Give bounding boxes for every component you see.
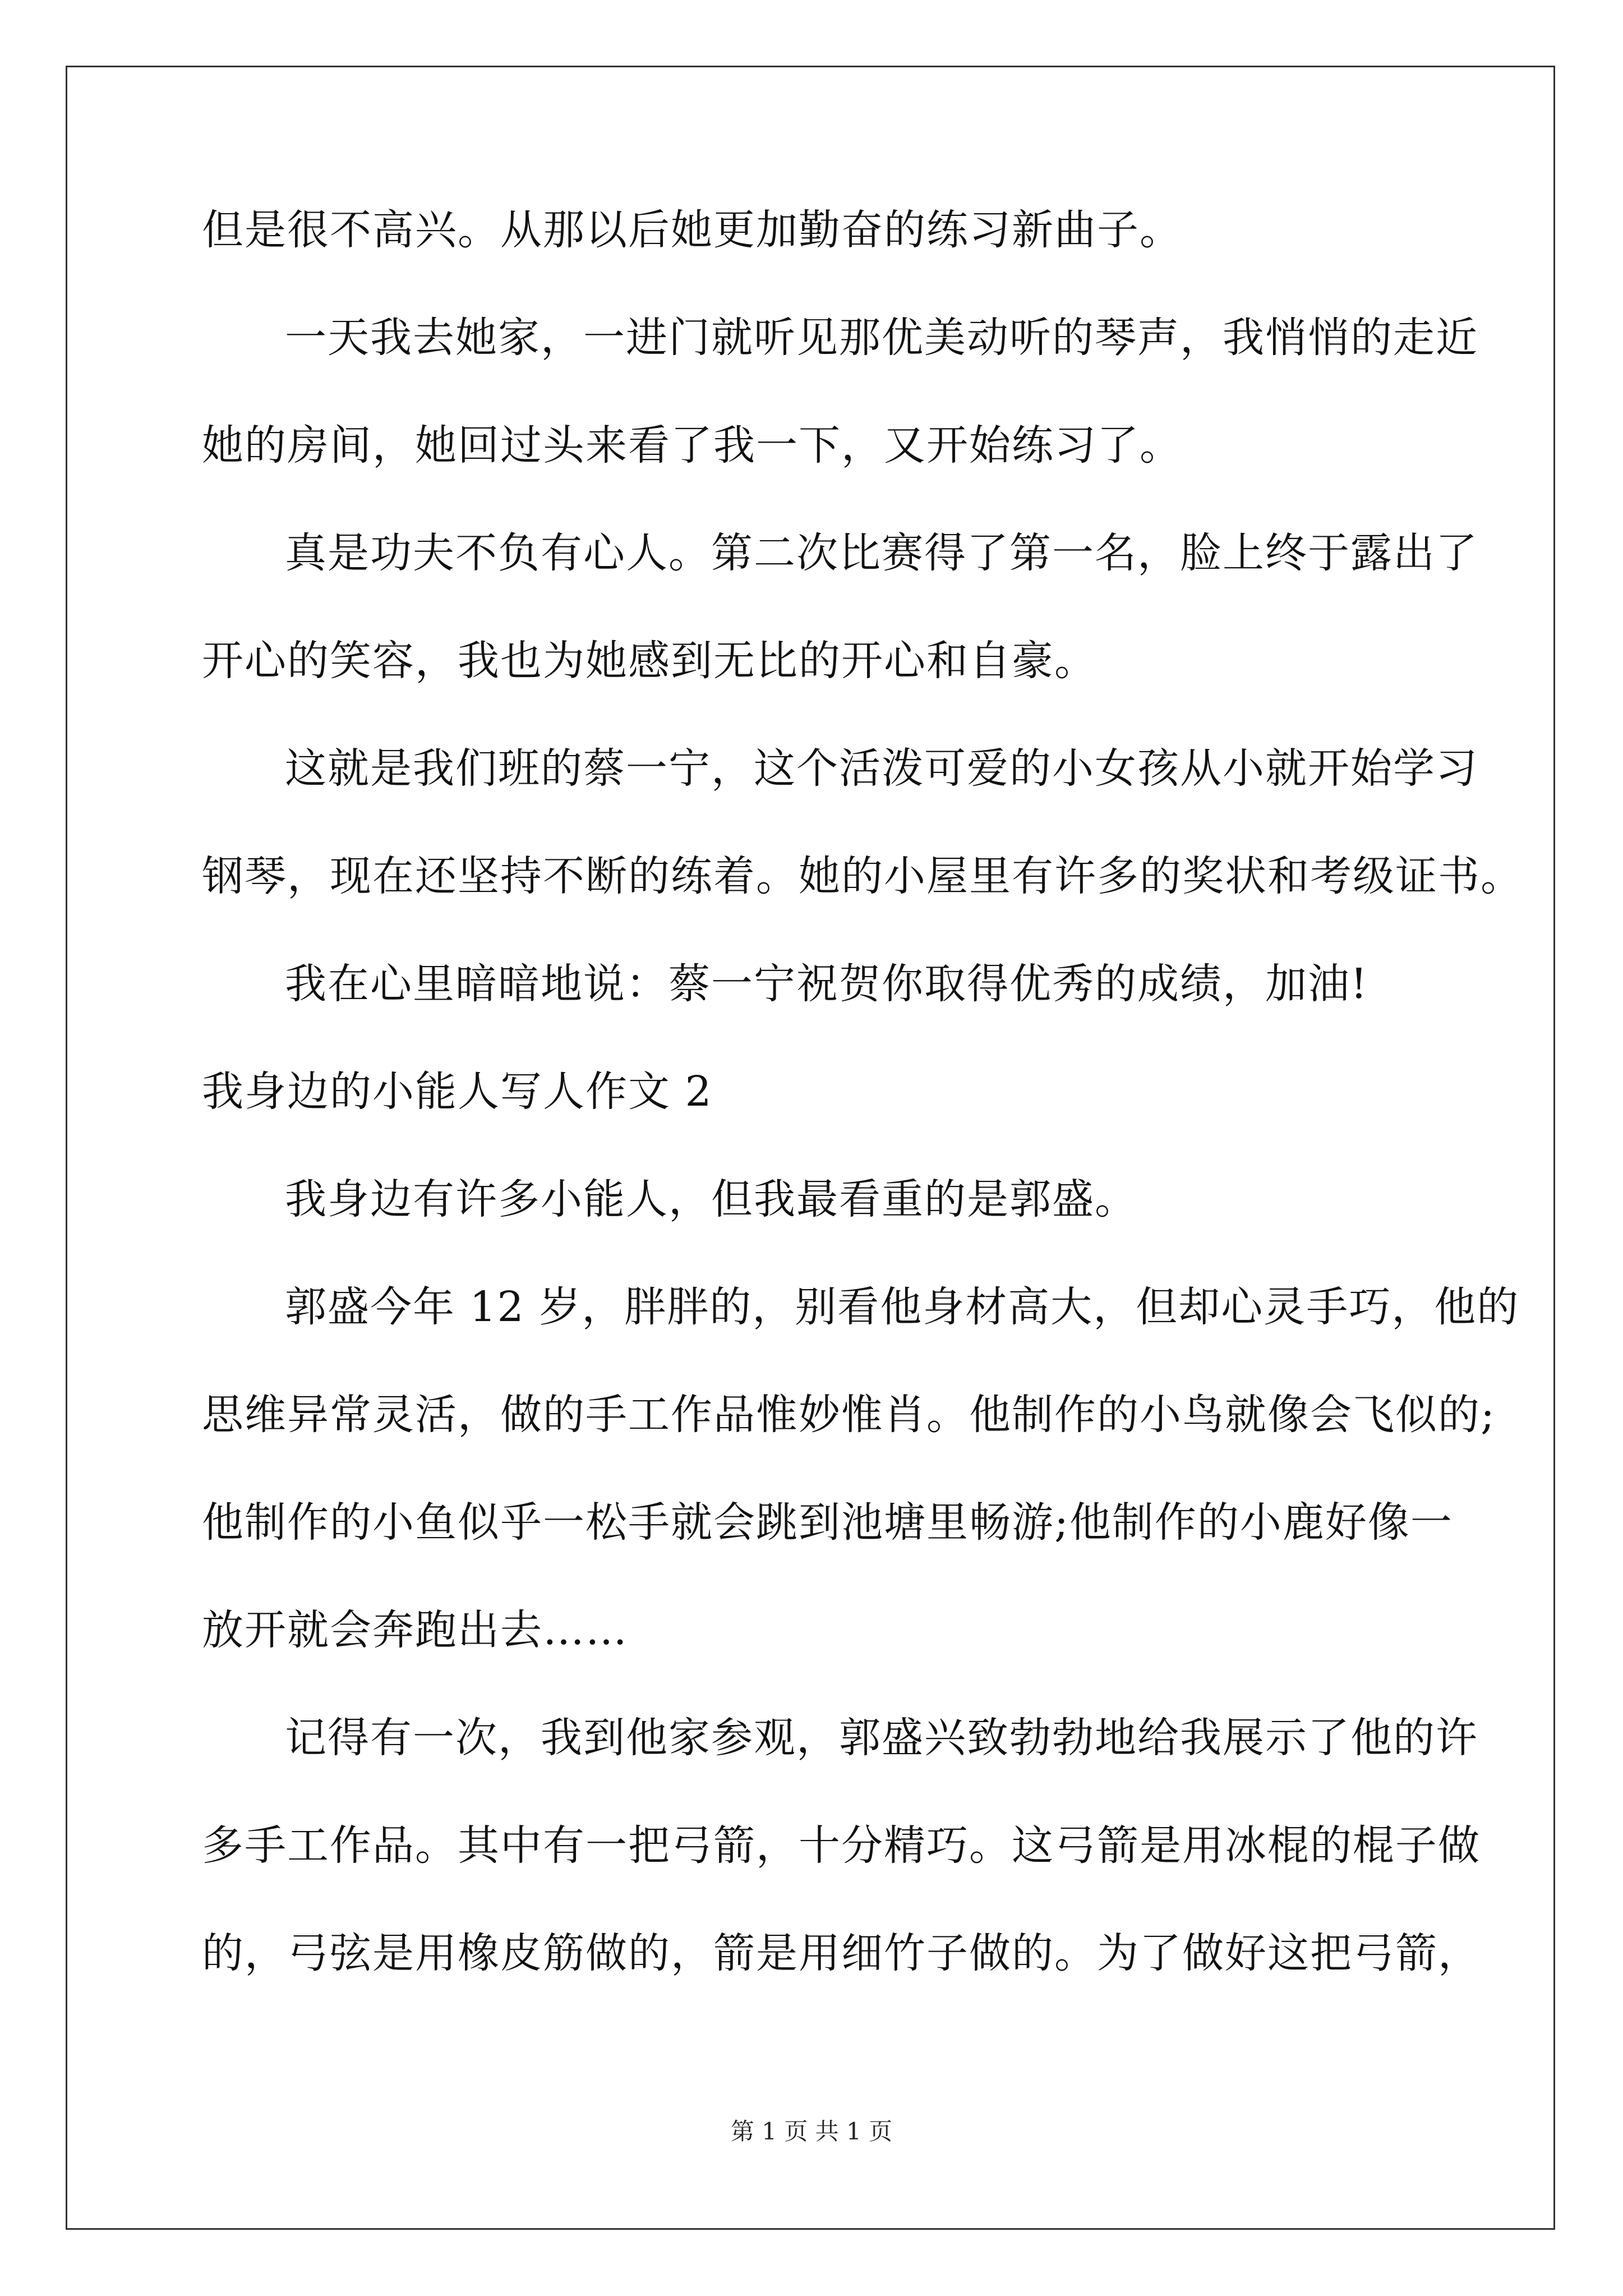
- text-line: 但是很不高兴。从那以后她更加勤奋的练习新曲子。: [202, 206, 1182, 254]
- text-line: 这就是我们班的蔡一宁，这个活泼可爱的小女孩从小就开始学习: [285, 744, 1478, 793]
- text-line: 她的房间，她回过头来看了我一下，又开始练习了。: [202, 421, 1182, 470]
- text-line: 多手工作品。其中有一把弓箭，十分精巧。这弓箭是用冰棍的棍子做: [202, 1821, 1481, 1870]
- text-line: 真是功夫不负有心人。第二次比赛得了第一名，脸上终于露出了: [285, 529, 1478, 577]
- text-line: 钢琴，现在还坚持不断的练着。她的小屋里有许多的奖状和考级证书。: [202, 852, 1523, 900]
- text-line: 我身边有许多小能人，但我最看重的是郭盛。: [285, 1175, 1137, 1223]
- text-line: 的，弓弦是用橡皮筋做的，箭是用细竹子做的。为了做好这把弓箭，: [202, 1929, 1481, 1977]
- text-line: 一天我去她家，一进门就听见那优美动听的琴声，我悄悄的走近: [285, 314, 1478, 362]
- page-border: [66, 66, 1555, 2230]
- text-line: 记得有一次，我到他家参观，郭盛兴致勃勃地给我展示了他的许: [285, 1714, 1478, 1762]
- text-line: 郭盛今年 12 岁，胖胖的，别看他身材高大，但却心灵手巧，他的: [285, 1283, 1520, 1331]
- text-line: 他制作的小鱼似乎一松手就会跳到池塘里畅游;他制作的小鹿好像一: [202, 1498, 1453, 1547]
- text-line: 开心的笑容，我也为她感到无比的开心和自豪。: [202, 637, 1097, 685]
- text-line: 放开就会奔跑出去……: [202, 1606, 628, 1654]
- text-line: 我在心里暗暗地说：蔡一宁祝贺你取得优秀的成绩，加油!: [285, 960, 1368, 1008]
- page-footer: 第 1 页 共 1 页: [730, 2118, 893, 2145]
- text-line: 思维异常灵活，做的手工作品惟妙惟肖。他制作的小鸟就像会飞似的;: [202, 1391, 1496, 1439]
- section-title: 我身边的小能人写人作文 2: [202, 1068, 713, 1116]
